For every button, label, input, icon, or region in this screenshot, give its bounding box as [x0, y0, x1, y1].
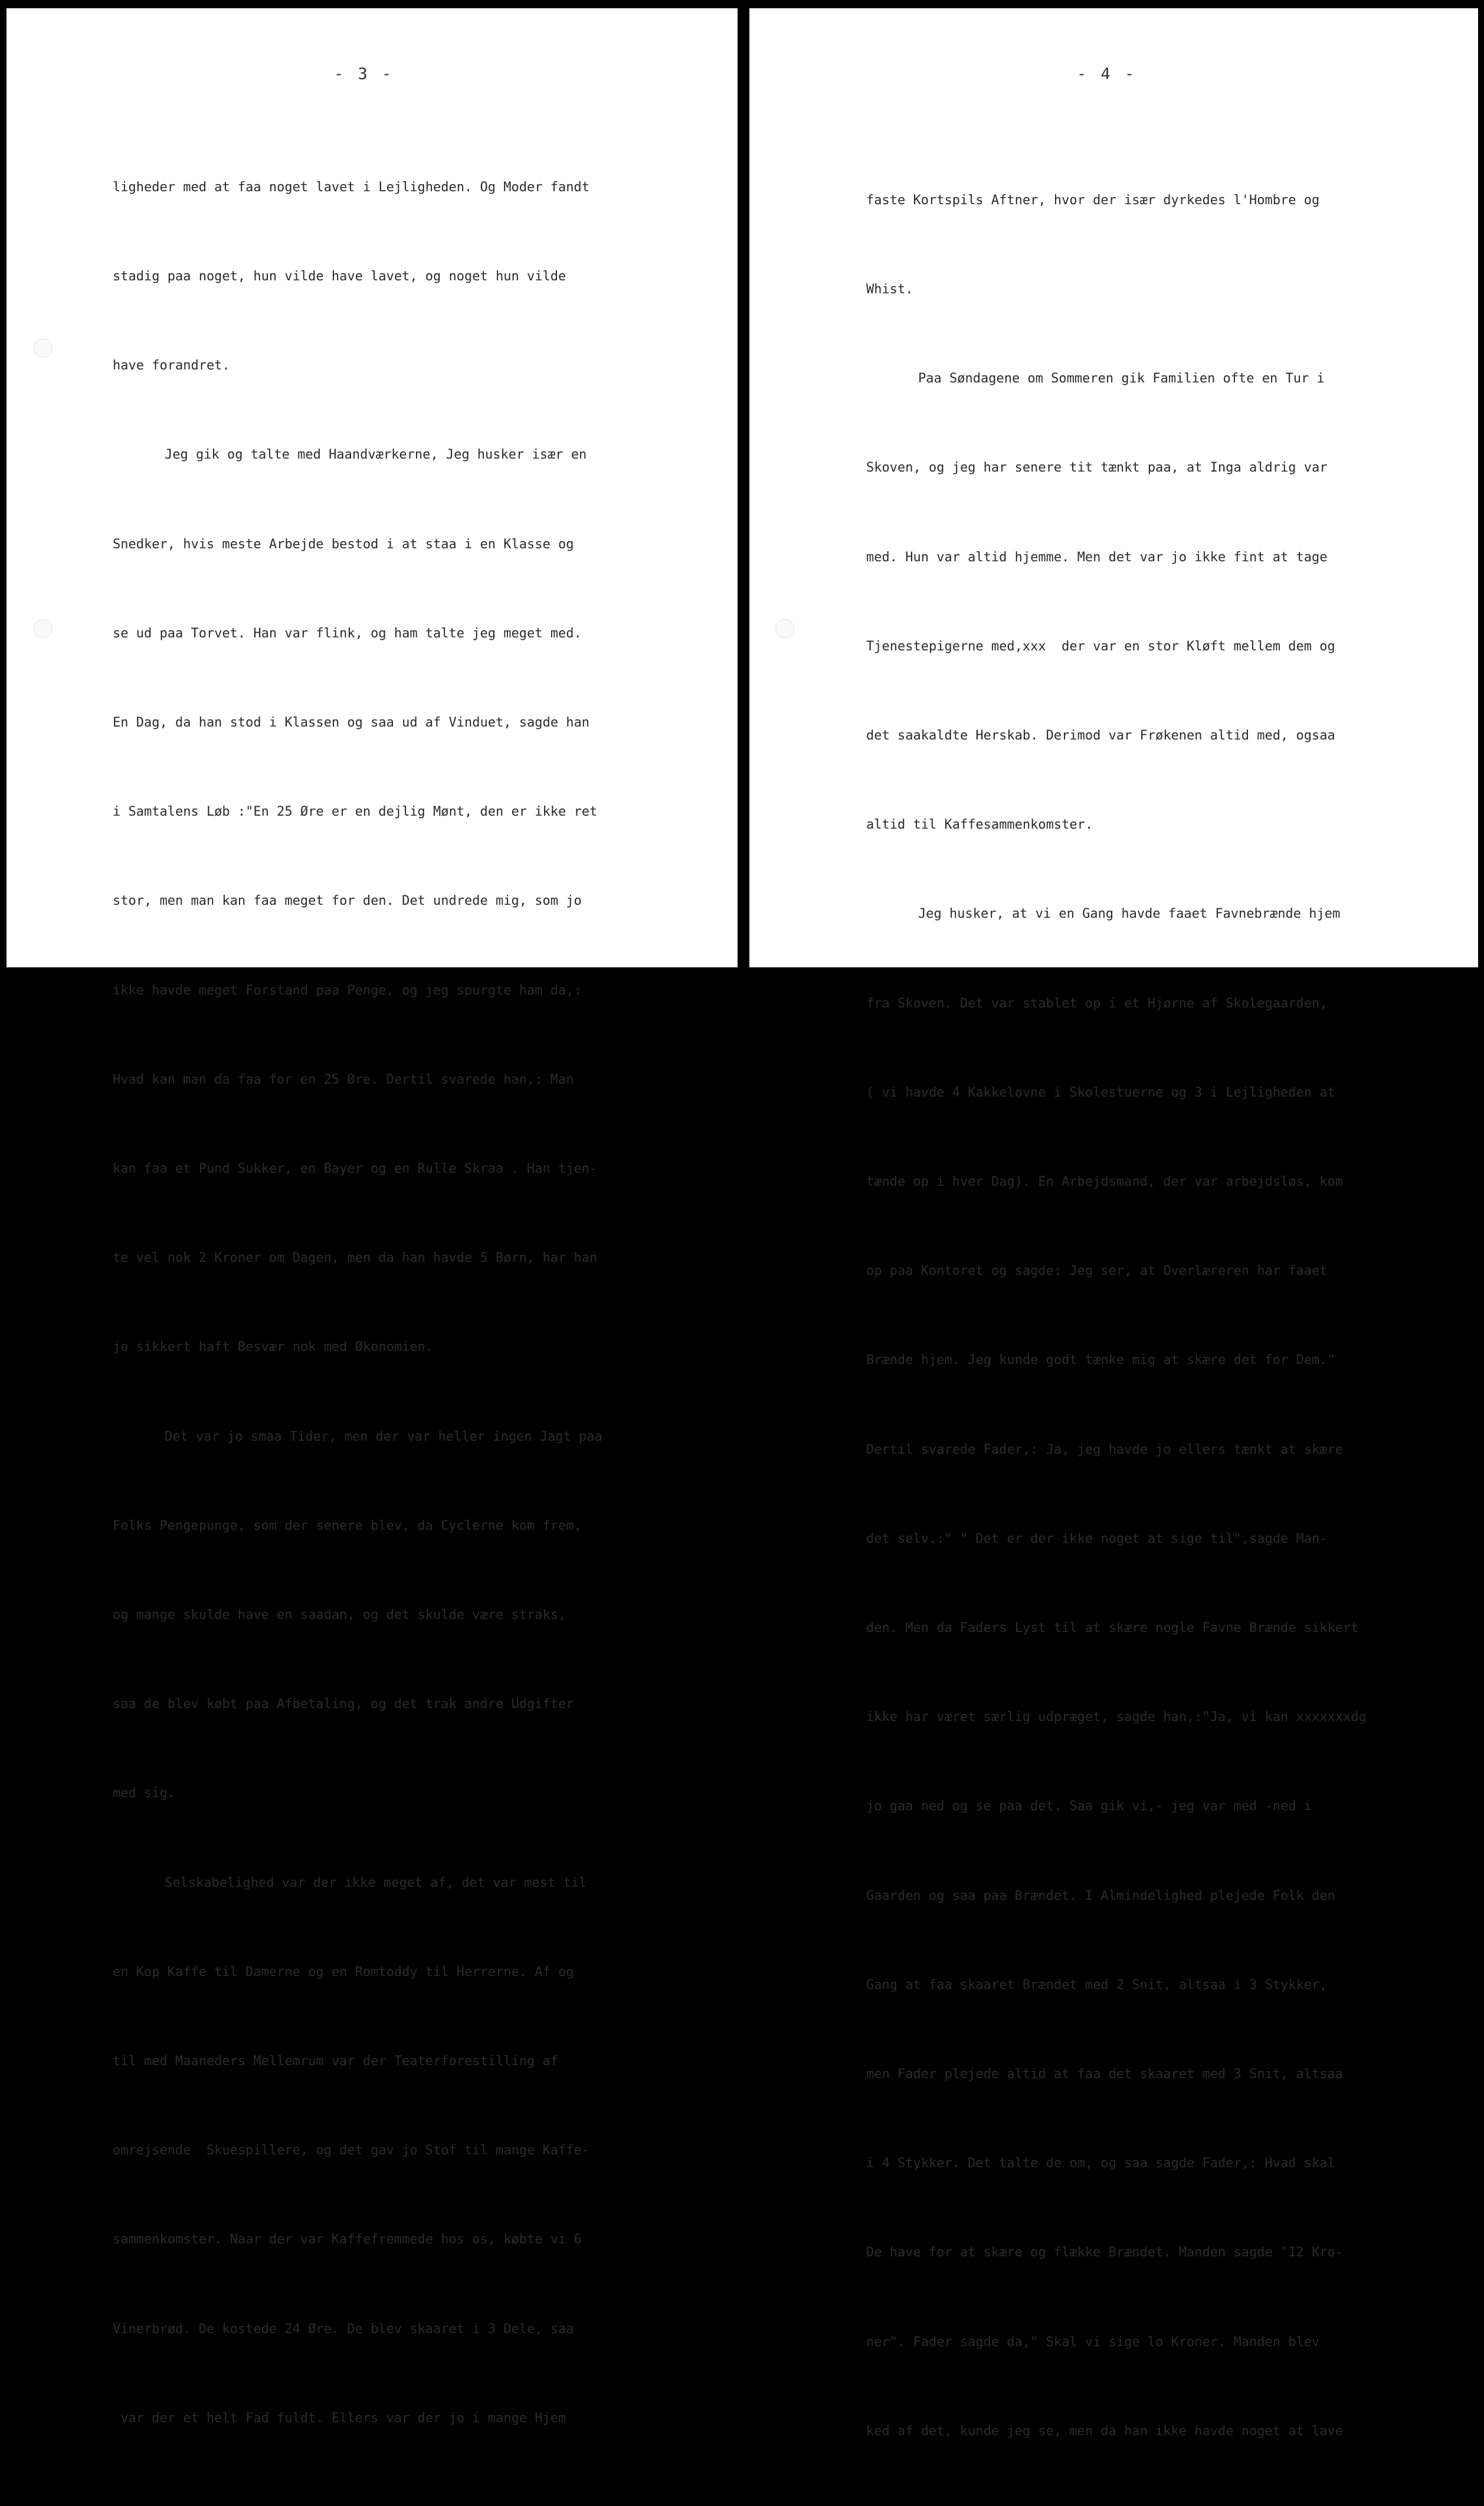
page-text — [113, 113, 602, 2493]
text-line: Paa Søndagene om Sommeren gik Familien ofte en Tur i — [918, 371, 1325, 387]
text-line: saa de blev købt paa Afbetaling, og det trak andre Udgifter — [113, 1697, 574, 1712]
text-line: Det var jo smaa Tider, men der var heller ingen Jagt paa — [165, 1429, 602, 1444]
text-line: Hvad kan man da faa for en 25 Øre. Dertil svarede han,: Man — [113, 1072, 574, 1087]
text-line: faste Kortspils Aftner, hvor der især dyrkedes l'Hombre og — [866, 192, 1320, 208]
text-line: Vinerbrød. De kostede 24 Øre. De blev skaaret i 3 Dele, saa — [113, 2321, 574, 2337]
text-line: Folks Pengepunge, som der senere blev, da Cyclerne kom frem, — [113, 1518, 582, 1533]
punch-hole-mark — [775, 619, 794, 638]
text-line: Selskabelighed var der ikke meget af, det var mest til — [165, 1875, 587, 1890]
text-line: ligheder med at faa noget lavet i Lejligheden. Og Moder fandt — [113, 179, 589, 195]
text-line: sammenkomster. Naar der var Kaffefremmede hos os, købte vi 6 — [113, 2232, 582, 2247]
page-number: - 3 - — [334, 65, 394, 83]
text-line: op paa Kontoret og sagde: Jeg ser, at Overlæreren har faaet — [866, 1264, 1328, 1279]
text-line: kan faa et Pund Sukker, en Bayer og en Rulle Skraa . Han tjen- — [113, 1162, 598, 1177]
punch-hole-mark — [34, 619, 53, 638]
text-line: Skoven, og jeg har senere tit tænkt paa, at Inga aldrig var — [866, 460, 1328, 476]
page-number: - 4 - — [1077, 65, 1137, 83]
text-line: jo gaa ned og se paa det. Saa gik vi,- jeg var med -ned i — [866, 1799, 1312, 1814]
text-line: stadig paa noget, hun vilde have lavet, og noget hun vilde — [113, 269, 566, 284]
text-line: med. Hun var altid hjemme. Men det var jo ikke fint at tage — [866, 549, 1328, 565]
punch-hole-mark — [34, 339, 53, 358]
text-line: Gaarden og saa paa Brændet. I Almindelighed plejede Folk den — [866, 1888, 1335, 1903]
text-line: stor, men man kan faa meget for den. Det undrede mig, som jo — [113, 894, 582, 909]
page-text — [866, 126, 1367, 2506]
text-line: En Dag, da han stod i Klassen og saa ud af Vinduet, sagde han — [113, 715, 589, 731]
text-line: og mange skulde have en saadan, og det skulde være straks, — [113, 1608, 566, 1623]
text-line: i Samtalens Løb :"En 25 Øre er en dejlig Mønt, den er ikke ret — [113, 804, 598, 820]
page-3 — [6, 8, 738, 2426]
text-line: De have for at skære og flække Brændet. Manden sagde "12 Kro- — [866, 2245, 1343, 2260]
text-line: altid til Kaffesammenkomster. — [866, 817, 1093, 833]
text-line: tænde op i hver Dag). En Arbejdsmand, der var arbejdsløs, kom — [866, 1175, 1343, 1190]
text-line: en Kop Kaffe til Damerne og en Romtoddy til Herrerne. Af og — [113, 1964, 574, 1980]
page-4 — [749, 8, 1478, 2439]
text-line: omrejsende Skuespillere, og det gav jo Stof til mange Kaffe- — [113, 2143, 589, 2158]
text-line: Jeg gik og talte med Haandværkerne, Jeg husker især en — [165, 447, 587, 463]
text-line: ikke har været særlig udpræget, sagde han,:"Ja, vi kan xxxxxxxdg — [866, 1710, 1367, 1725]
text-line: Gang at faa skaaret Brændet med 2 Snit, altsaa i 3 Stykker, — [866, 1977, 1328, 1993]
text-line: te vel nok 2 Kroner om Dagen, men da han havde 5 Børn, har han — [113, 1251, 598, 1266]
text-line: Dertil svarede Fader,: Ja, jeg havde jo ellers tænkt at skære — [866, 1442, 1343, 1457]
text-line: se ud paa Torvet. Han var flink, og ham talte jeg meget med. — [113, 626, 582, 641]
text-line: jo sikkert haft Besvær nok med Økonomien. — [113, 1340, 434, 1355]
text-line: have forandret. — [113, 358, 230, 374]
text-line: Tjenestepigerne med,xxx der var en stor Kløft mellem dem og — [866, 639, 1335, 654]
text-line: ( vi havde 4 Kakkelovne i Skolestuerne og 3 i Lejligheden at — [866, 1085, 1335, 1100]
text-line: var der et helt Fad fuldt. Ellers var der jo i mange Hjem — [113, 2410, 566, 2426]
text-line: ked af det, kunde jeg se, men da han ikke havde noget at lave — [866, 2423, 1343, 2439]
text-line: ikke havde meget Forstand paa Penge, og jeg spurgte ham da,: — [113, 983, 582, 998]
text-line: Snedker, hvis meste Arbejde bestod i at staa i en Klasse og — [113, 536, 574, 552]
text-line: ner". Fader sagde da," Skal vi sige lo Kroner. Manden blev — [866, 2334, 1320, 2350]
text-line: til med Maaneders Mellemrum var der Teaterforestilling af — [113, 2054, 558, 2069]
text-line: Jeg husker, at vi en Gang havde faaet Favnebrænde hjem — [918, 907, 1341, 922]
text-line: den. Men da Faders Lyst til at skære nogle Favne Brænde sikkert — [866, 1621, 1359, 1636]
text-line: fra Skoven. Det var stablet op i et Hjørne af Skolegaarden, — [866, 996, 1328, 1011]
text-line: med sig. — [113, 1786, 175, 1801]
text-line: Brænde hjem. Jeg kunde godt tænke mig at skære det for Dem." — [866, 1353, 1335, 1368]
text-line: i 4 Stykker. Det talte de om, og saa sagde Fader,: Hvad skal — [866, 2156, 1335, 2171]
text-line: Whist. — [866, 282, 913, 297]
text-line: det saakaldte Herskab. Derimod var Frøkenen altid med, ogsaa — [866, 728, 1335, 744]
text-line: men Fader plejede altid at faa det skaaret med 3 Snit, altsaa — [866, 2067, 1343, 2082]
text-line: det selv.:" " Det er der ikke noget at sige til",sagde Man- — [866, 1531, 1328, 1546]
